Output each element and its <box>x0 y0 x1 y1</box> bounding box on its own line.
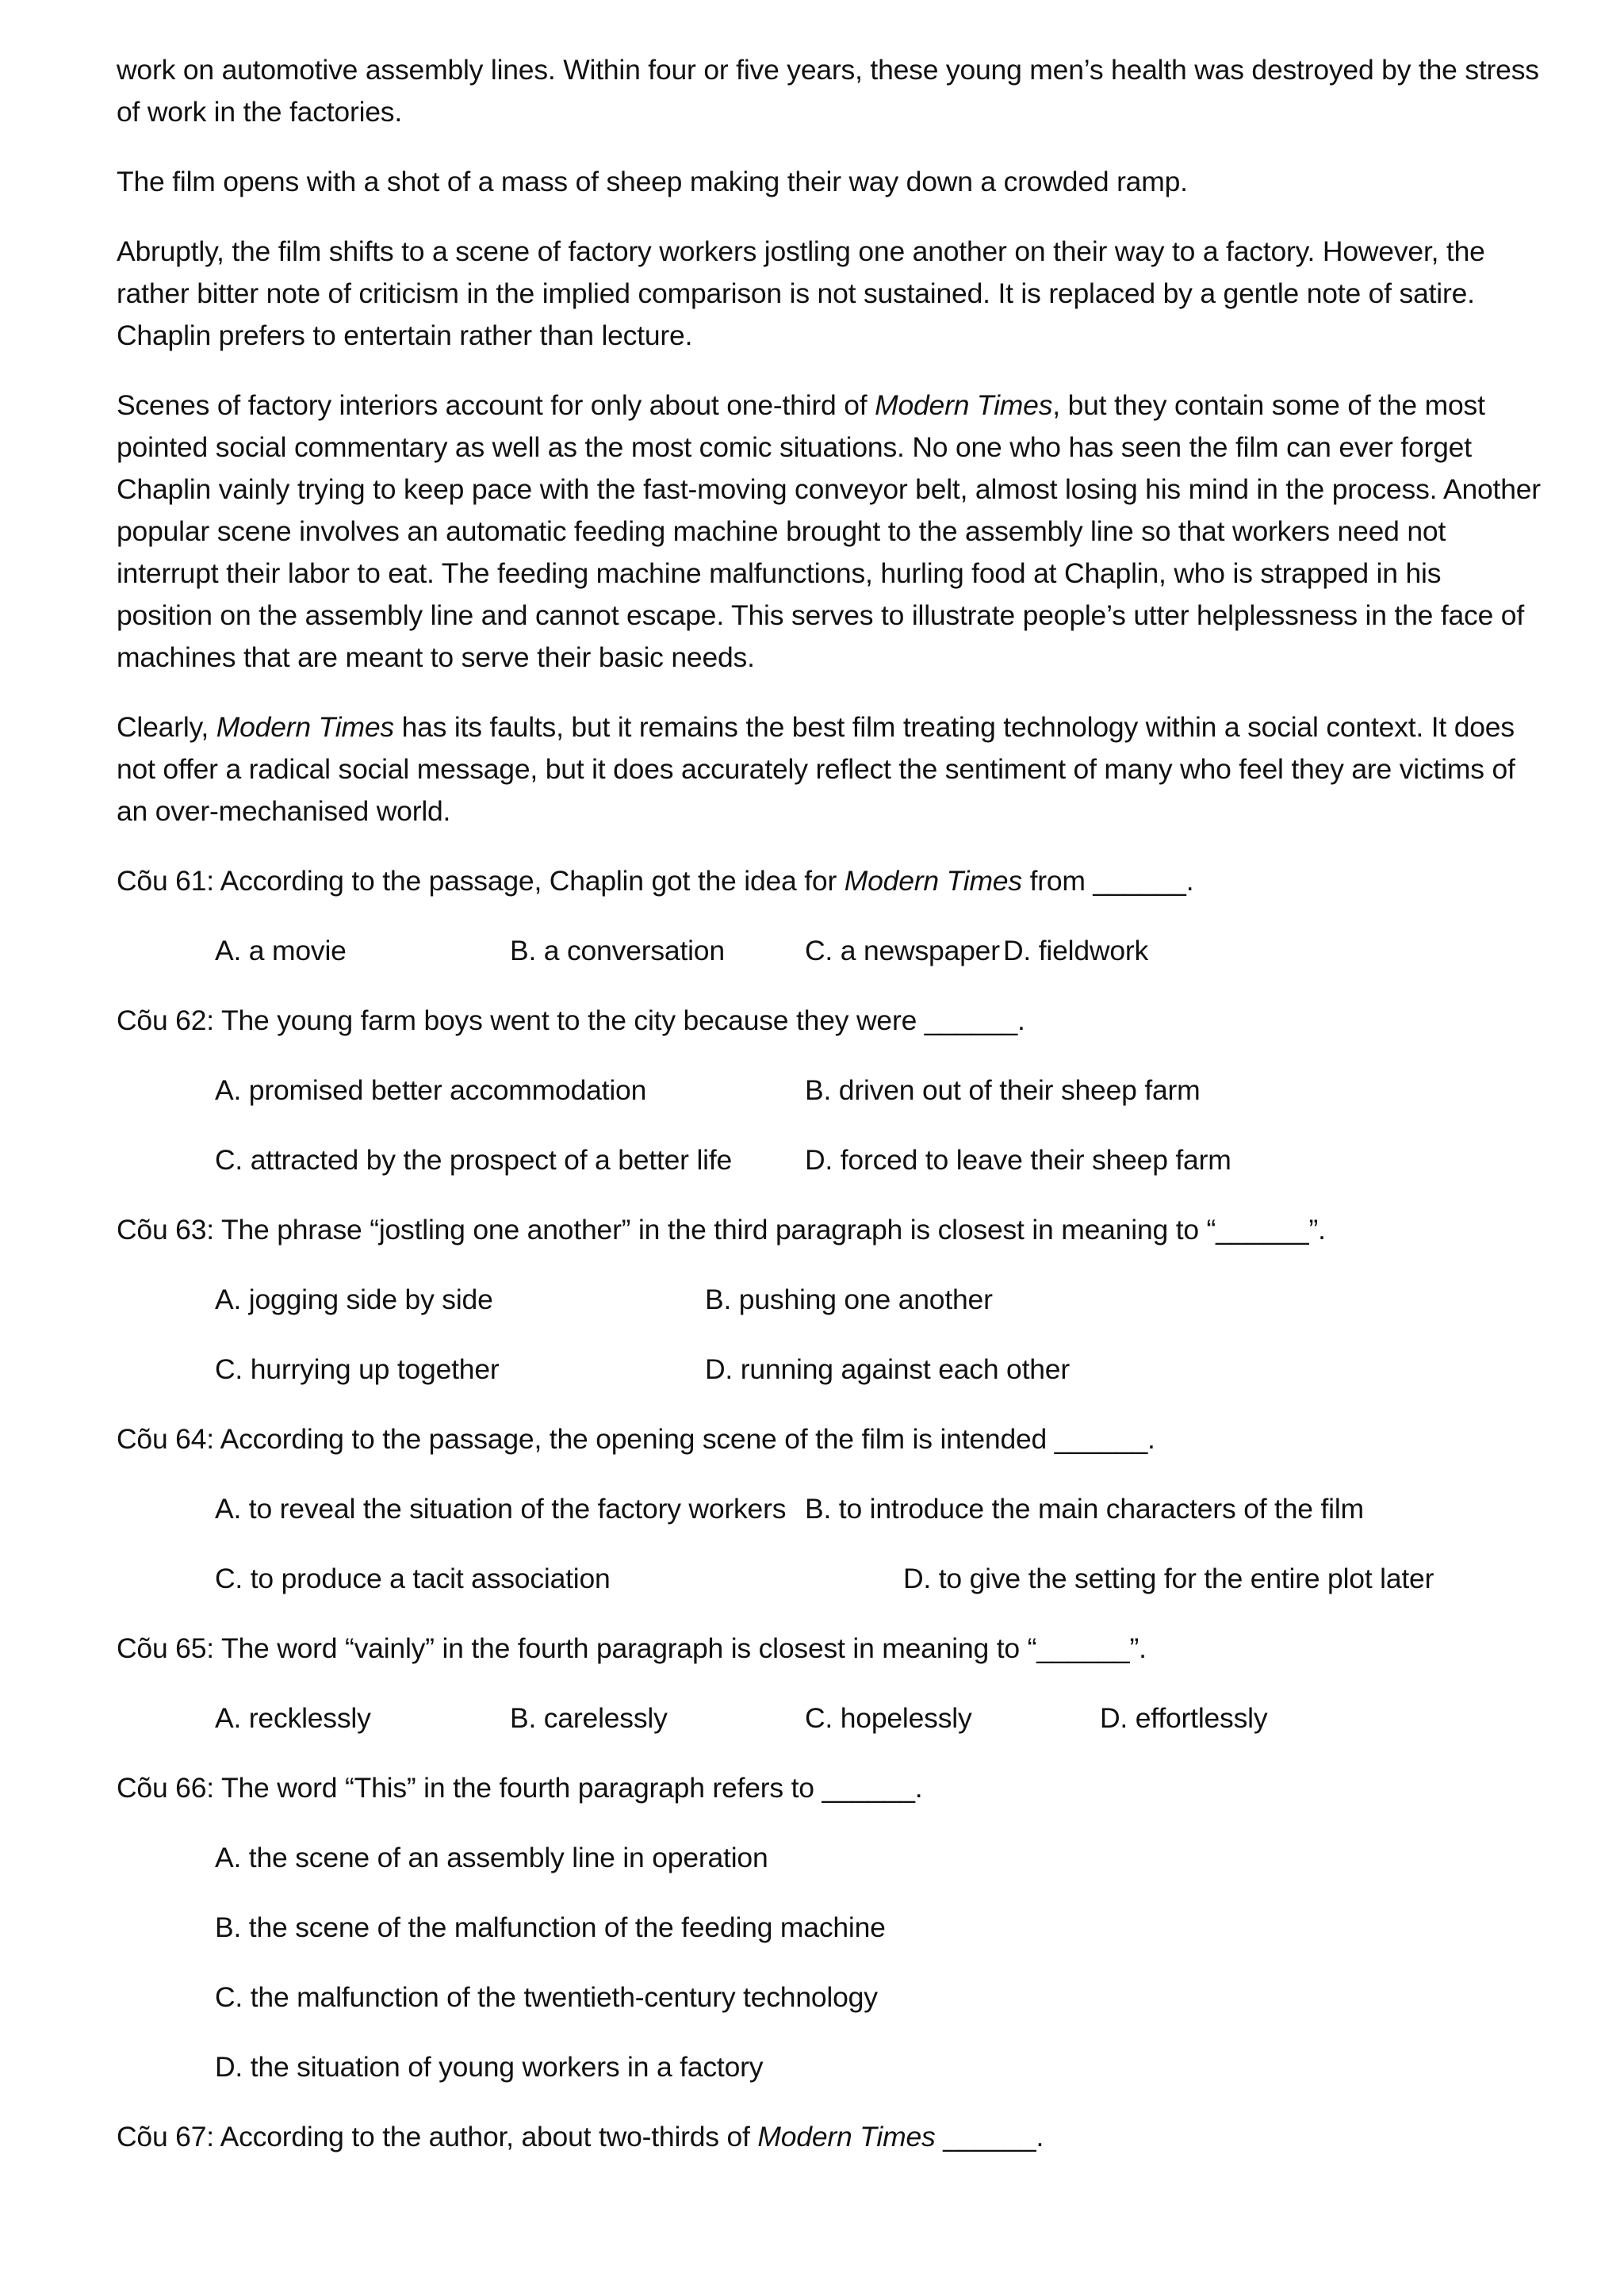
question-61 <box>117 860 1544 902</box>
option-c: C. attracted by the prospect of a better life <box>215 1144 733 1176</box>
passage-paragraph-1: work on automotive assembly lines. Within four or five years, these young men’s health was destroyed by the stress of work in the factories. <box>117 54 1539 128</box>
option-c: C. hurrying up together <box>215 1353 500 1385</box>
passage-paragraph-3: Abruptly, the film shifts to a scene of factory workers jostling one another on their way to a factory. However, the rather bitter note of criticism in the implied comparison is not sustained. It is replaced by a gentle note of satire. Chaplin prefers to entertain rather than lecture. <box>117 235 1485 351</box>
question-text: from ______. <box>1021 865 1194 897</box>
question-62: Cõu 62: The young farm boys went to the city because they were ______. <box>117 1004 1025 1036</box>
option-b: B. the scene of the malfunction of the feeding machine <box>215 1911 886 1943</box>
option-c: C. hopelessly <box>805 1702 972 1734</box>
question-62-options-row-2 <box>117 1139 1544 1181</box>
option-a: A. promised better accommodation <box>215 1074 647 1106</box>
option-a: A. a movie <box>215 935 347 966</box>
question-63: Cõu 63: The phrase “jostling one another” in the third paragraph is closest in meaning to “______”. <box>117 1214 1326 1246</box>
option-a: A. recklessly <box>215 1702 371 1734</box>
question-65: Cõu 65: The word “vainly” in the fourth paragraph is closest in meaning to “______”. <box>117 1632 1147 1664</box>
option-d: D. to give the setting for the entire plot later <box>903 1563 1434 1594</box>
film-title: Modern Times <box>216 711 394 743</box>
question-66: Cõu 66: The word “This” in the fourth paragraph refers to ______. <box>117 1772 923 1804</box>
film-title: Modern Times <box>757 2121 936 2152</box>
question-67 <box>117 2116 1544 2158</box>
option-d: D. fieldwork <box>1003 935 1149 966</box>
paragraph-text: Clearly, <box>117 711 216 743</box>
option-a: A. jogging side by side <box>215 1284 493 1315</box>
question-62-options-row-1 <box>117 1070 1544 1112</box>
option-b: B. to introduce the main characters of the film <box>805 1493 1364 1525</box>
passage-paragraph-5 <box>117 706 1544 832</box>
question-text: ______. <box>935 2121 1044 2152</box>
option-a: A. the scene of an assembly line in operation <box>215 1842 768 1873</box>
film-title: Modern Times <box>844 865 1022 897</box>
passage-paragraph-4 <box>117 385 1544 679</box>
question-63-options-row-2 <box>117 1349 1544 1391</box>
option-d: D. forced to leave their sheep farm <box>805 1144 1231 1176</box>
option-b: B. pushing one another <box>705 1284 993 1315</box>
option-b: B. a conversation <box>510 935 725 966</box>
paragraph-text: , but they contain some of the most pointed social commentary as well as the most comic situations. No one who has seen the film can ever forget Chaplin vainly trying to keep pace with the fast-moving conveyor belt, almost losing his mind in the process. Another popular scene involves an automatic feeding machine brought to the assembly line so that workers need not interrupt their labor to eat. The feeding machine malfunctions, hurling food at Chaplin, who is strapped in his position on the assembly line and cannot escape. This serves to illustrate people’s utter helplessness in the face of machines that are meant to serve their basic needs. <box>117 389 1541 673</box>
option-a: A. to reveal the situation of the factory workers <box>215 1493 787 1525</box>
option-c: C. a newspaper <box>805 935 1000 966</box>
question-65-options <box>117 1697 1544 1739</box>
question-text: Cõu 67: According to the author, about two-thirds of <box>117 2121 758 2152</box>
option-b: B. driven out of their sheep farm <box>805 1074 1201 1106</box>
question-64: Cõu 64: According to the passage, the opening scene of the film is intended ______. <box>117 1423 1155 1455</box>
film-title: Modern Times <box>875 389 1053 421</box>
question-64-options-row-2 <box>117 1558 1544 1600</box>
option-d: D. the situation of young workers in a factory <box>215 2051 764 2083</box>
option-c: C. the malfunction of the twentieth-century technology <box>215 1981 878 2013</box>
question-64-options-row-1 <box>117 1488 1544 1530</box>
option-d: D. effortlessly <box>1100 1702 1268 1734</box>
paragraph-text: Scenes of factory interiors account for only about one-third of <box>117 389 875 421</box>
question-63-options-row-1 <box>117 1279 1544 1321</box>
document-page <box>117 49 1544 2186</box>
passage-paragraph-2: The film opens with a shot of a mass of sheep making their way down a crowded ramp. <box>117 166 1188 197</box>
option-d: D. running against each other <box>705 1353 1070 1385</box>
question-text: Cõu 61: According to the passage, Chaplin got the idea for <box>117 865 845 897</box>
option-b: B. carelessly <box>510 1702 668 1734</box>
option-c: C. to produce a tacit association <box>215 1563 611 1594</box>
question-61-options <box>117 930 1544 972</box>
paragraph-text: has its faults, but it remains the best film treating technology within a social context. It does not offer a radical social message, but it does accurately reflect the sentiment of many who feel they are victims of an over-mechanised world. <box>117 711 1515 827</box>
